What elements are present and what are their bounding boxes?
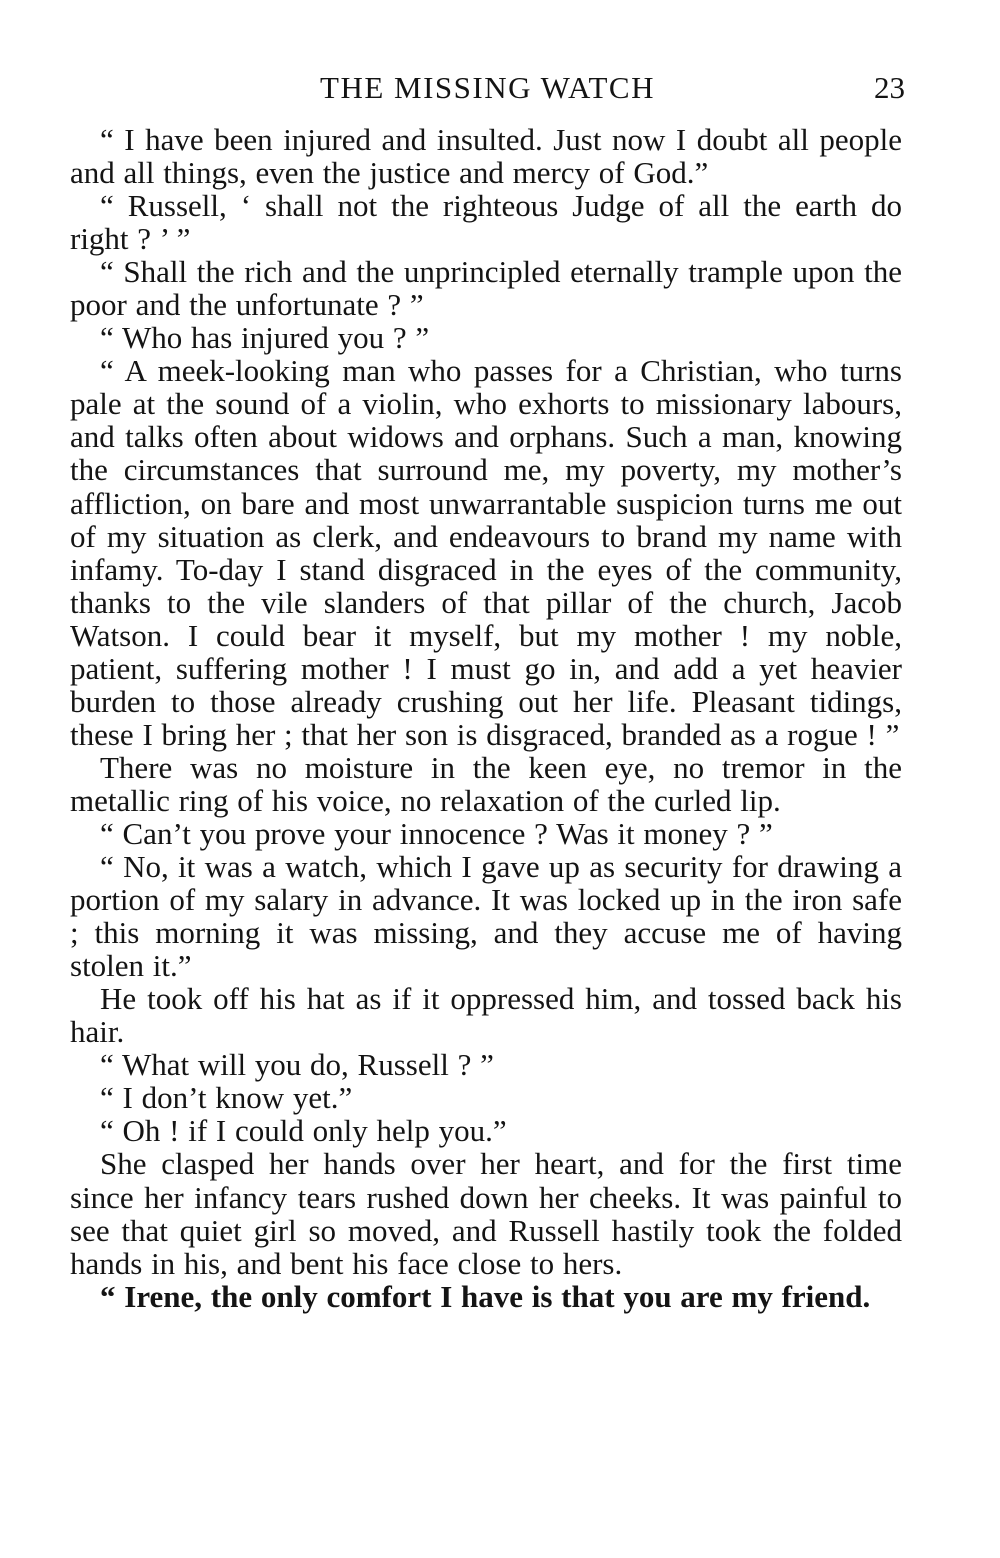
paragraph: “ A meek-looking man who passes for a Christian, who turns pale at the sound of a violin, who exhorts to missionary labours, and talks often about widows and orphans. Such a man, knowing the circumstances that surround me, my poverty, my mother’s affliction, on bare and most unwarrantable suspicion turns me out of my situation as clerk, and endeavours to brand my name with infamy. To-day I stand disgraced in the eyes of the community, thanks to the vile slanders of that pillar of the church, Jacob Watson. I could bear it myself, but my mother ! my noble, patient, suffering mother ! I must go in, and add a yet heavier burden to those already crushing out her life. Pleasant tidings, these I bring her ; that her son is disgraced, branded as a rogue ! ” <box>70 353 902 752</box>
body-text <box>70 123 902 1313</box>
paragraph: “ Oh ! if I could only help you.” <box>100 1113 507 1149</box>
paragraph: “ Can’t you prove your innocence ? Was it money ? ” <box>100 815 773 851</box>
paragraph: “ I don’t know yet.” <box>100 1080 353 1116</box>
paragraph: He took off his hat as if it oppressed him, and tossed back his hair. <box>70 981 902 1050</box>
paragraph: She clasped her hands over her heart, and for the first time since her infancy tears rushed down her cheeks. It was painful to see that quiet girl so moved, and Russell hastily took the folded hands in his, and bent his face close to hers. <box>70 1146 902 1281</box>
paragraph: “ Russell, ‘ shall not the righteous Judge of all the earth do right ? ’ ” <box>70 188 902 257</box>
paragraph: “ Irene, the only comfort I have is that you are my friend. <box>100 1278 871 1314</box>
paragraph: “ Shall the rich and the unprincipled eternally trample upon the poor and the unfortunate ? ” <box>70 254 902 323</box>
paragraph: “ Who has injured you ? ” <box>100 320 430 356</box>
paragraph: “ I have been injured and insulted. Just now I doubt all people and all things, even the justice and mercy of God.” <box>70 122 902 191</box>
page-number: 23 <box>874 70 905 105</box>
paragraph: There was no moisture in the keen eye, no tremor in the metallic ring of his voice, no relaxation of the curled lip. <box>70 749 902 818</box>
running-title: THE MISSING WATCH <box>320 70 655 105</box>
paragraph: “ No, it was a watch, which I gave up as security for drawing a portion of my salary in advance. It was locked up in the iron safe ; this morning it was missing, and they accuse me of having stolen it.” <box>70 849 902 984</box>
page-header <box>70 70 905 110</box>
paragraph: “ What will you do, Russell ? ” <box>100 1047 494 1083</box>
